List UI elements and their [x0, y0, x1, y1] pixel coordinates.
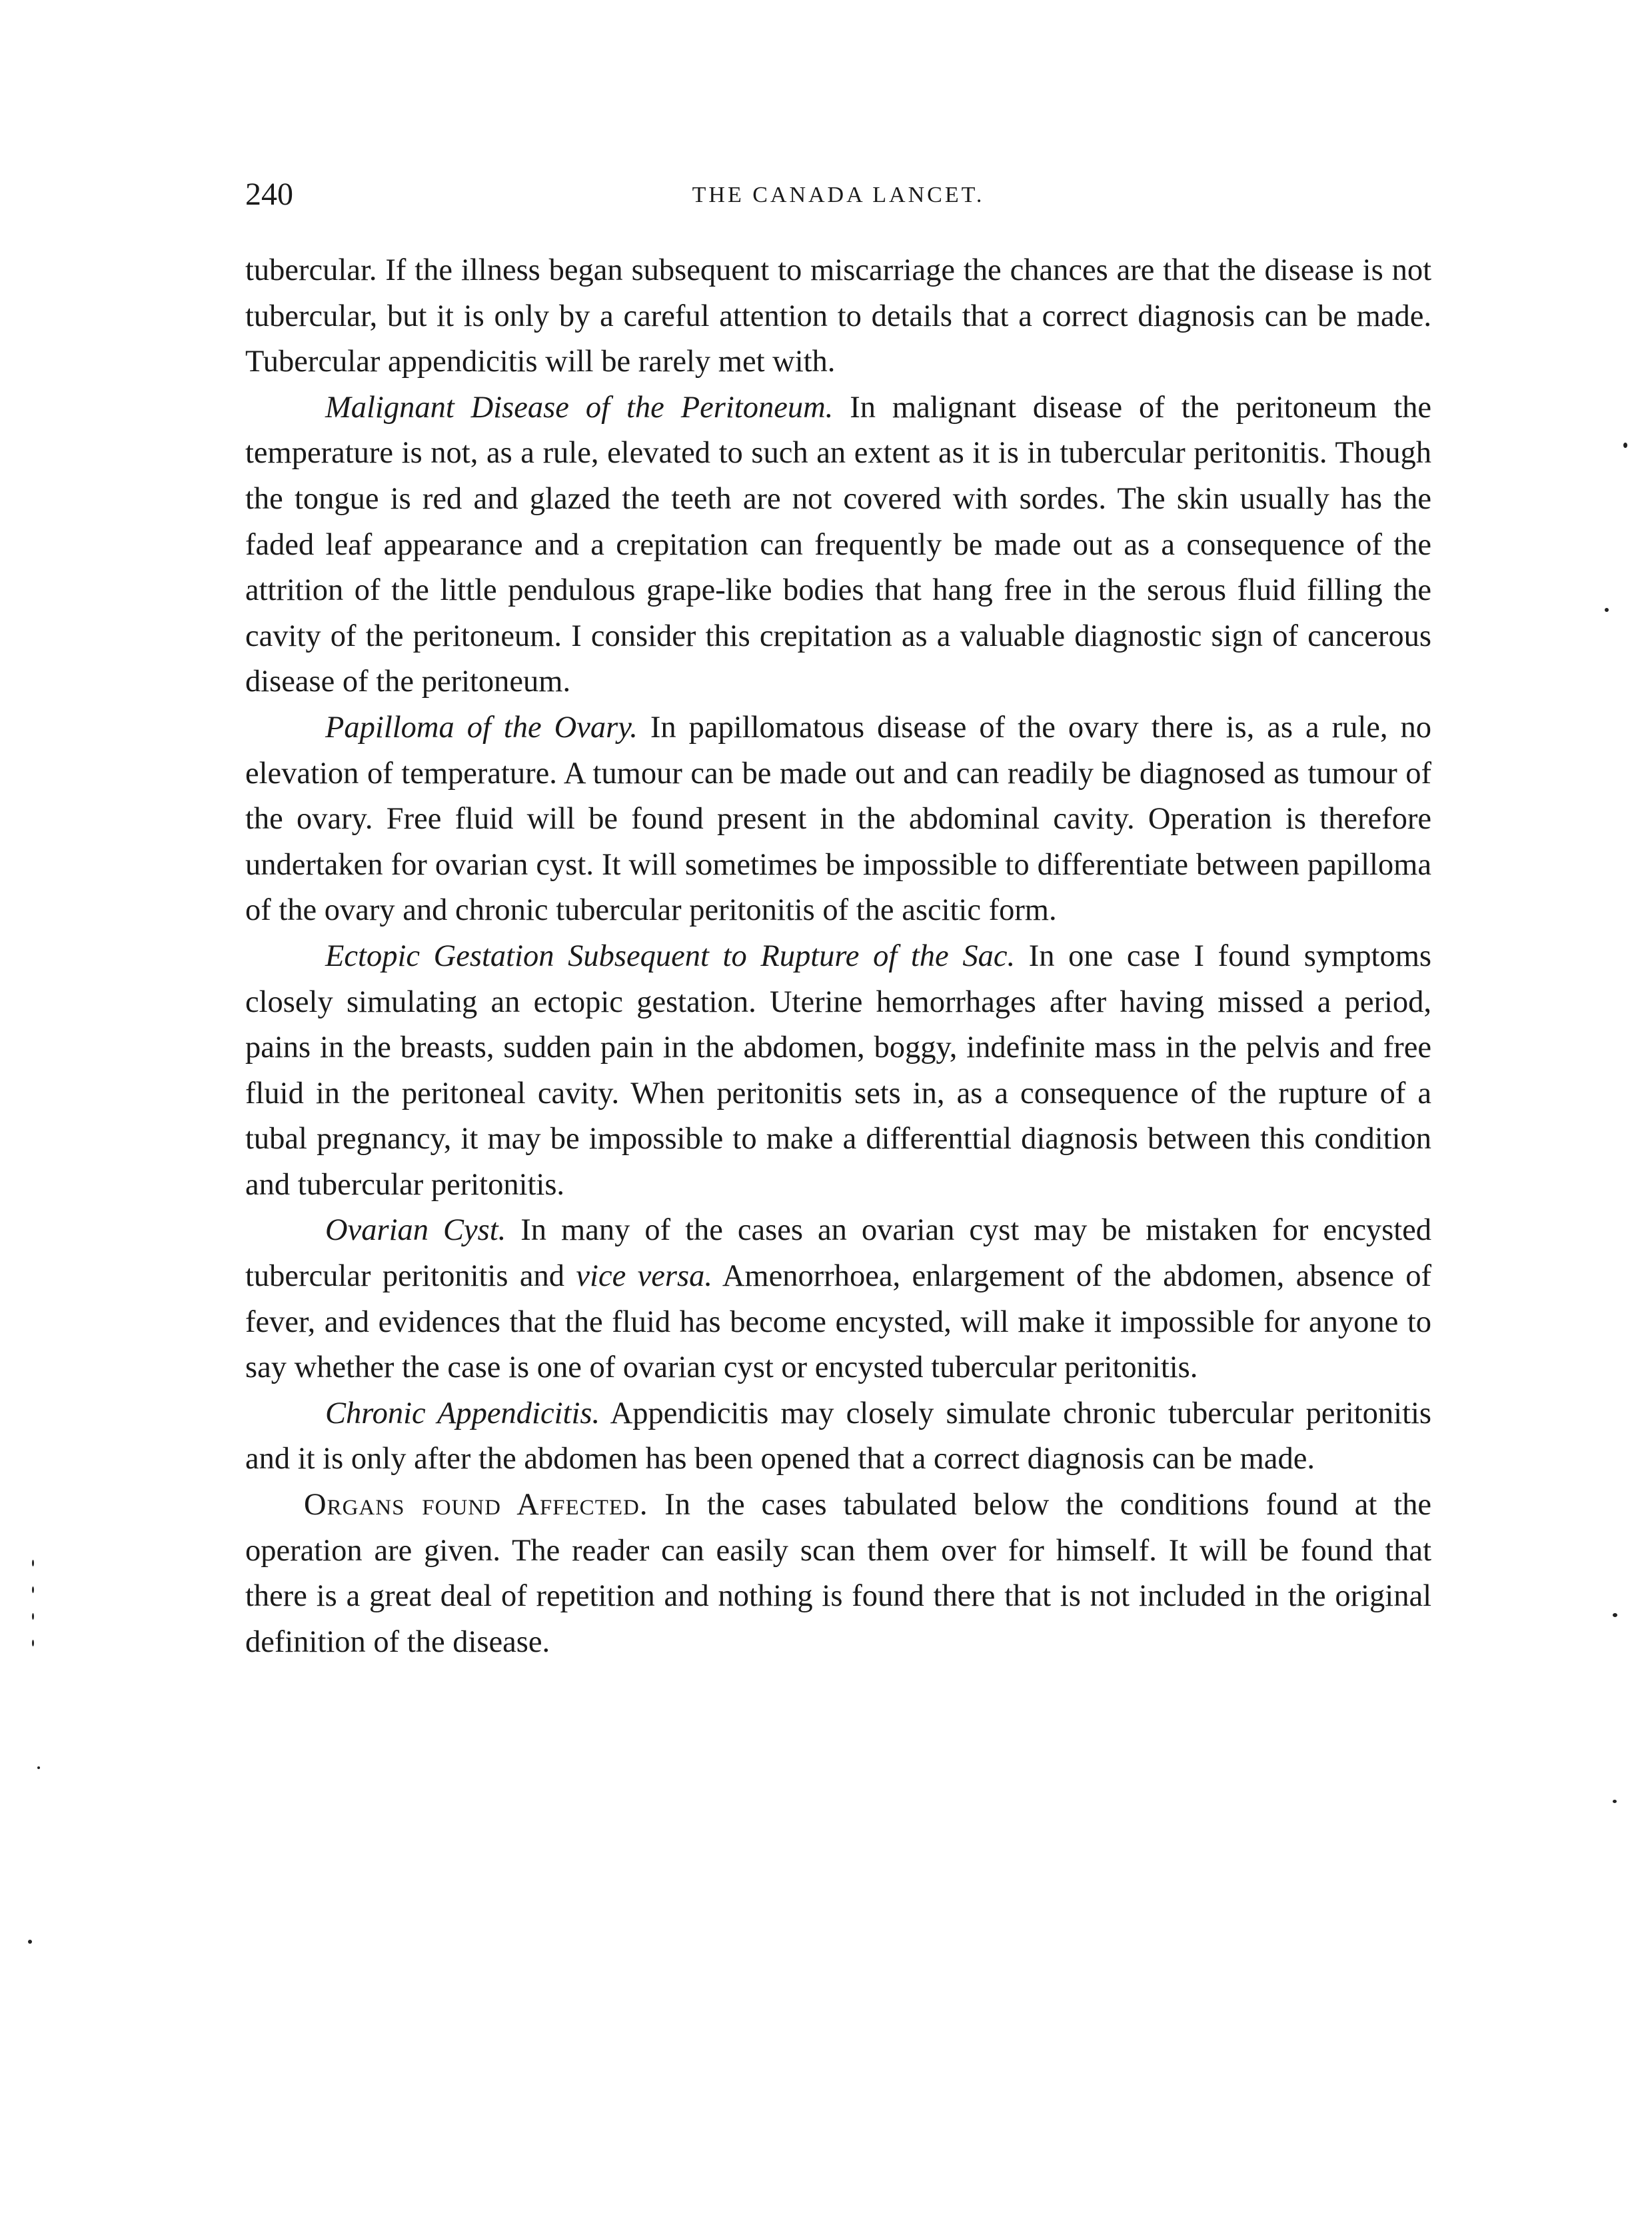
paragraph-chronic-appendicitis	[245, 1391, 1431, 1482]
scan-speck	[37, 1766, 40, 1769]
scan-speck	[1613, 1613, 1617, 1617]
section-heading: Chronic Appendicitis.	[325, 1396, 600, 1430]
italic-phrase: vice versa.	[576, 1259, 712, 1294]
paragraph-continuation	[245, 248, 1431, 385]
section-heading: Malignant Disease of the Peritoneum.	[325, 390, 834, 425]
scan-speck	[32, 1560, 34, 1566]
paragraph-text: In papillomatous disease of the ovary there is, as a rule, no elevation of temperature. A tumour can be made out and can readily be diagnosed as tumour of the ovary. Free fluid will be found present in the abdominal cavity. Operation is therefore undertaken for ovarian cyst. It will sometimes be impossible to differentiate between papilloma of the ovary and chronic tubercular peritonitis of the ascitic form.	[245, 710, 1432, 928]
paragraph-text: tubercular. If the illness began subsequent to miscarriage the chances are that the disease is not tubercular, but it is only by a careful attention to details that a correct diagnosis can be made. Tubercular appendicitis will be rarely met with.	[245, 253, 1431, 379]
paragraph-text: Amenorrhoea, enlargement of the abdomen, absence of fever, and evidences that the fluid has become encysted, will make it impossible for anyone to say whether the case is one of ovarian cyst or encysted tubercular peritonitis.	[245, 1259, 1431, 1385]
paragraph-ectopic-gestation	[245, 934, 1431, 1208]
scan-speck	[32, 1640, 34, 1646]
page-number: 240	[245, 177, 293, 212]
paragraph-text: In the cases tabulated below the conditions found at the operation are given. The reader can easily scan them over for himself. It will be found that there is a great deal of repetition and nothing is found there that is not included in the original definition of the disease.	[245, 1488, 1431, 1659]
scan-speck	[32, 1586, 34, 1593]
section-heading: Papilloma of the Ovary.	[325, 710, 638, 745]
scan-speck	[1605, 608, 1609, 612]
scan-speck	[1613, 1800, 1617, 1803]
paragraph-text: Appendicitis may closely simulate chronic tubercular peritonitis and it is only after the abdomen has been opened that a correct diagnosis can be made.	[245, 1396, 1432, 1476]
paragraph-organs-found-affected	[245, 1482, 1431, 1665]
scan-speck	[28, 1940, 32, 1944]
paragraph-text: In malignant disease of the peritoneum the temperature is not, as a rule, elevated to such an extent as it is in tubercular peritonitis. Though the tongue is red and glazed the teeth are not covered with sordes. The skin usually has the faded leaf appearance and a crepitation can frequently be made out as a consequence of the attrition of the little pendulous grape-like bodies that hang free in the serous fluid filling the cavity of the peritoneum. I consider this crepitation as a valuable diagnostic sign of cancerous disease of the peritoneum.	[245, 390, 1431, 699]
section-heading: Ectopic Gestation Subsequent to Rupture of the Sac.	[325, 939, 1016, 973]
body-text	[245, 248, 1431, 1665]
scan-speck	[32, 1613, 34, 1620]
section-heading: Ovarian Cyst.	[325, 1213, 506, 1248]
section-heading: Organs found Affected.	[304, 1488, 648, 1522]
journal-title: THE CANADA LANCET.	[692, 183, 985, 207]
paragraph-papilloma	[245, 705, 1431, 934]
paragraph-text: In many of the cases an ovarian cyst may be mistaken for encysted tubercular peritonitis and	[245, 1213, 1432, 1294]
paragraph-malignant-disease	[245, 385, 1431, 705]
paragraph-text: In one case I found symptoms closely simulating an ectopic gestation. Uterine hemorrhages after having missed a period, pains in the breasts, sudden pain in the abdomen, boggy, indefinite mass in the pelvis and free fluid in the peritoneal cavity. When peritonitis sets in, as a consequence of the rupture of a tubal pregnancy, it may be impossible to make a differenttial diagnosis between this condition and tubercular peritonitis.	[245, 939, 1431, 1202]
scan-speck	[1623, 443, 1627, 448]
document-page	[245, 175, 1431, 2134]
running-head	[245, 175, 1431, 221]
paragraph-ovarian-cyst	[245, 1208, 1431, 1390]
